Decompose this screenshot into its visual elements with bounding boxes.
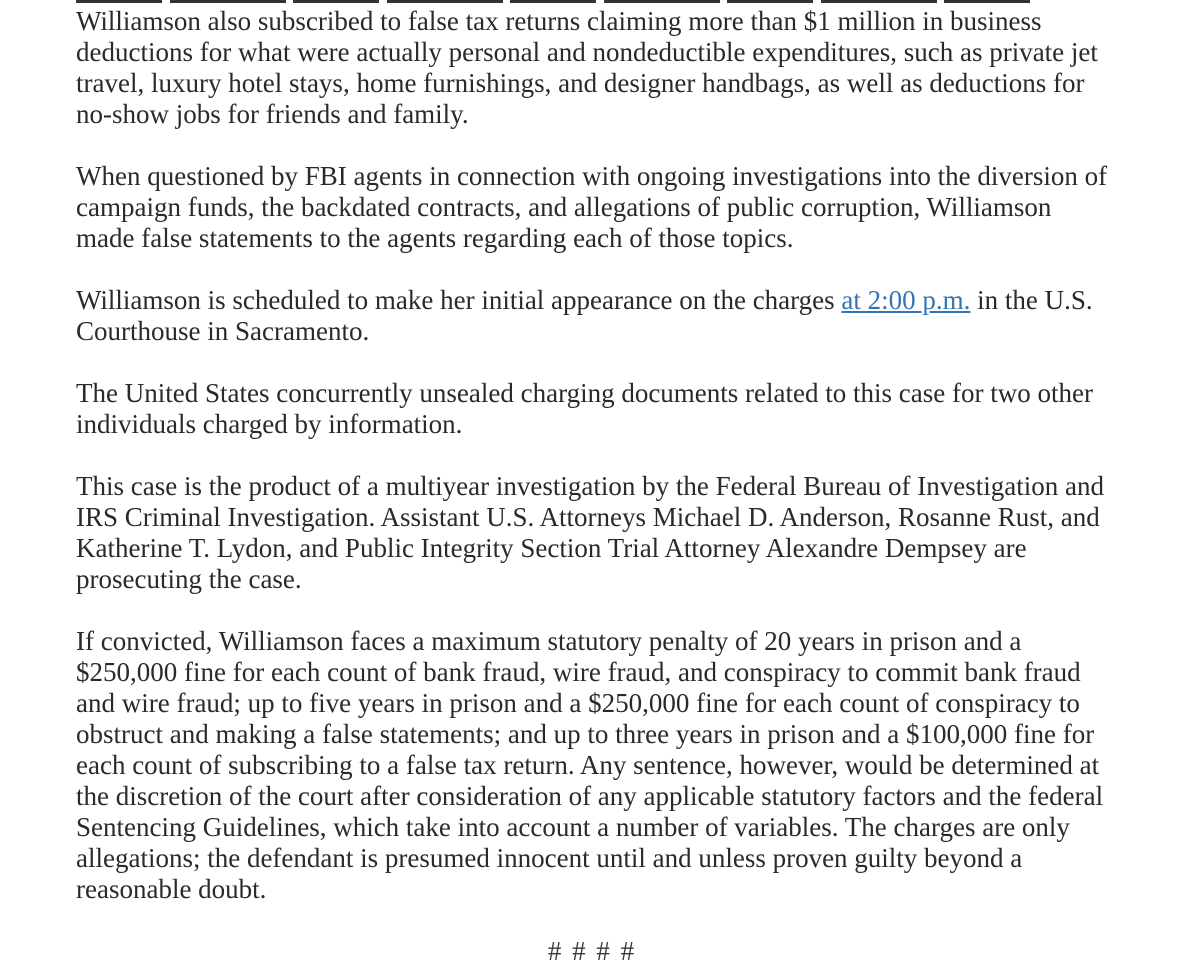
paragraph-text: When questioned by FBI agents in connection with ongoing investigations into the diversion of campaign funds, the backdated contracts, and allegations of public corruption, Williamson made false statements to the agents regarding each of those topics.: [76, 161, 1108, 253]
paragraph-text: Williamson also subscribed to false tax returns claiming more than $1 million in business deductions for what were actually personal and nondeductible expenditures, such as private jet travel, luxury hotel stays, home furnishings, and designer handbags, as well as deductions for no-show jobs for friends and family.: [76, 6, 1098, 129]
appearance-time-link[interactable]: at 2:00 p.m.: [841, 285, 971, 315]
paragraph-text: The United States concurrently unsealed charging documents related to this case for two other individuals charged by information.: [76, 378, 1093, 439]
paragraph-fbi-questioning: [76, 161, 1108, 254]
cropped-text-line-remnant: [76, 0, 1032, 3]
paragraph-unsealed-documents: [76, 378, 1108, 440]
paragraph-text: in the U.S. Courthouse in Sacramento.: [76, 285, 1093, 346]
paragraph-text: If convicted, Williamson faces a maximum statutory penalty of 20 years in prison and a $250,000 fine for each count of bank fraud, wire fraud, and conspiracy to commit bank fraud and wire fraud; up to five years in prison and a $250,000 fine for each count of conspiracy to obstruct and making a false statements; and up to three years in prison and a $100,000 fine for each count of subscribing to a false tax return. Any sentence, however, would be determined at the discretion of the court after consideration of any applicable statutory factors and the federal Sentencing Guidelines, which take into account a number of variables. The charges are only allegations; the defendant is presumed innocent until and unless proven guilty beyond a reasonable doubt.: [76, 626, 1104, 904]
paragraph-investigation-credits: [76, 471, 1108, 595]
paragraph-penalties: [76, 626, 1108, 905]
paragraph-text: Williamson is scheduled to make her initial appearance on the charges: [76, 285, 842, 315]
paragraph-tax-returns: [76, 6, 1108, 130]
paragraph-initial-appearance: [76, 285, 1108, 347]
end-mark: # # # #: [547, 936, 637, 966]
paragraph-text: This case is the product of a multiyear investigation by the Federal Bureau of Investigation and IRS Criminal Investigation. Assistant U.S. Attorneys Michael D. Anderson, Rosanne Rust, and Katherine T. Lydon, and Public Integrity Section Trial Attorney Alexandre Dempsey are prosecuting the case.: [76, 471, 1104, 594]
